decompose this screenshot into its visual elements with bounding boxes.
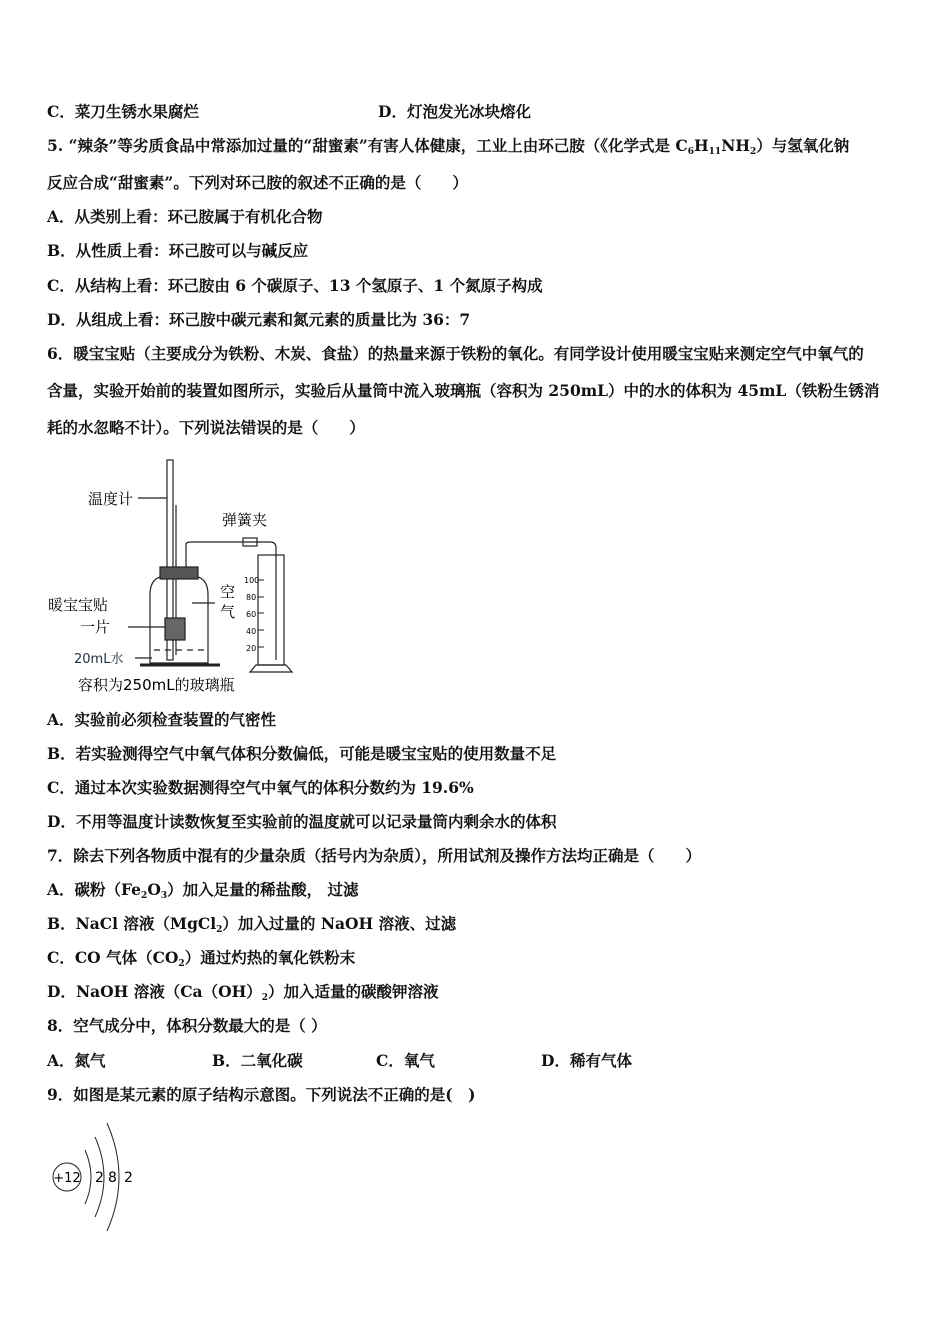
patch-label-1: 暖宝宝贴 [48,596,109,614]
text-segment: A．从类别上看：环己胺属于有机化合物 [47,207,323,226]
q5-option-a [47,207,323,227]
text-segment: ）加入足量的稀盐酸， 过滤 [167,880,359,899]
shell-electrons: 2 [124,1170,133,1186]
q5-option-c [47,276,543,296]
text-segment: A．实验前必须检查装置的气密性 [47,710,277,729]
text-segment: NH [721,136,751,155]
text-segment: ）与氢氧化钠 [756,136,850,155]
text-segment: 含量，实验开始前的装置如图所示，实验后从量筒中流入玻璃瓶（容积为 250mL）中的水的体积为 45mL（铁粉生锈消 [47,381,880,400]
subscript: 2 [141,891,148,901]
q4-option-c: C．菜刀生锈水果腐烂 [47,102,199,121]
subscript: 2 [261,993,268,1003]
q7-option-a [47,880,359,900]
text-segment: D．从组成上看：环己胺中碳元素和氮元素的质量比为 36：7 [47,310,471,329]
subscript: 11 [708,147,722,157]
water-label: 20mL水 [74,652,124,667]
text-segment: 耗的水忽略不计）。下列说法错误的是（ ） [47,418,365,437]
subscript: 2 [750,147,757,157]
q9-stem [47,1085,475,1105]
text-segment: 6．暖宝宝贴（主要成分为铁粉、木炭、食盐）的热量来源于铁粉的氧化。有同学设计使用暖宝宝贴来测定空气中氧气的 [47,344,864,363]
text-segment: 8．空气成分中，体积分数最大的是（ ） [47,1016,327,1035]
q6-option-b [47,744,556,764]
q6-option-a [47,710,276,730]
q5-option-d [47,310,470,330]
q7-stem [47,846,701,866]
text-segment: 反应合成“甜蜜素”。下列对环己胺的叙述不正确的是（ ） [47,173,468,192]
text-segment: ）通过灼热的氧化铁粉末 [184,948,356,967]
nucleus-charge: +12 [53,1171,81,1186]
bottle-label: 容积为250mL的玻璃瓶 [78,676,235,694]
shell-electrons: 2 [95,1170,104,1186]
q7-option-c [47,948,355,968]
text-segment: D．不用等温度计读数恢复至实验前的温度就可以记录量筒内剩余水的体积 [47,812,557,831]
q8-option-b: B．二氧化碳 [212,1051,303,1070]
q8-option-d: D．稀有气体 [541,1051,632,1070]
text-segment: 5. “辣条”等劣质食品中常添加过量的“甜蜜素”有害人体健康，工业上由环己胺（《化学式是 C [47,136,688,155]
graduated-cylinder-icon [258,555,284,665]
scale-tick-label: 20 [246,644,257,653]
scale-tick-label: 100 [244,576,260,585]
q5-stem-2 [47,173,468,193]
text-segment: B．NaCl 溶液（MgCl [47,914,217,933]
text-segment: H [694,136,709,155]
q8-option-c: C．氧气 [376,1051,435,1070]
text-segment: C．通过本次实验数据测得空气中氧气的体积分数约为 19.6% [47,778,474,797]
subscript: 2 [178,959,185,969]
text-segment: D．NaOH 溶液（Ca（OH） [47,982,262,1001]
text-segment: ）加入过量的 NaOH 溶液、过滤 [222,914,457,933]
clamp-label: 弹簧夹 [222,511,268,529]
scale-tick-label: 80 [246,593,257,602]
scale-tick-label: 40 [246,627,257,636]
q5-option-b [47,241,308,261]
text-segment: O [147,880,161,899]
q6-apparatus-figure [40,450,340,700]
text-segment: C．从结构上看：环己胺由 6 个碳原子、13 个氢原子、1 个氮原子构成 [47,276,543,295]
text-segment: 7．除去下列各物质中混有的少量杂质（括号内为杂质），所用试剂及操作方法均正确是（ ） [47,846,702,865]
thermometer-label: 温度计 [88,490,134,508]
q7-option-b [47,914,456,934]
q6-stem-3 [47,418,365,438]
atom-structure-diagram [45,1115,155,1235]
text-segment: C．CO 气体（CO [47,948,179,967]
text-segment: ）加入适量的碳酸钾溶液 [268,982,439,1001]
q6-option-c [47,778,474,798]
subscript: 3 [160,891,168,901]
text-segment: B．从性质上看：环己胺可以与碱反应 [47,241,309,260]
shell-electrons: 8 [108,1170,117,1186]
q6-option-d [47,812,556,832]
subscript: 2 [216,925,223,935]
text-segment: A．碳粉（Fe [47,880,142,899]
q5-stem-1 [47,136,849,156]
air-label-1: 空 [220,583,236,601]
q6-stem-1 [47,344,864,364]
text-segment: 9．如图是某元素的原子结构示意图。下列说法不正确的是( ) [47,1085,476,1104]
scale-tick-label: 60 [246,610,257,619]
patch-label-2: 一片 [80,618,111,636]
q8-option-a: A．氮气 [47,1051,106,1070]
text-segment: B．若实验测得空气中氧气体积分数偏低，可能是暖宝宝贴的使用数量不足 [47,744,557,763]
air-label-2: 气 [220,603,236,621]
q4-option-d: D．灯泡发光冰块熔化 [378,102,531,121]
q8-stem [47,1016,327,1036]
warmer-patch-icon [165,618,185,640]
q6-stem-2 [47,381,879,401]
q7-option-d [47,982,439,1002]
subscript: 6 [687,147,694,157]
